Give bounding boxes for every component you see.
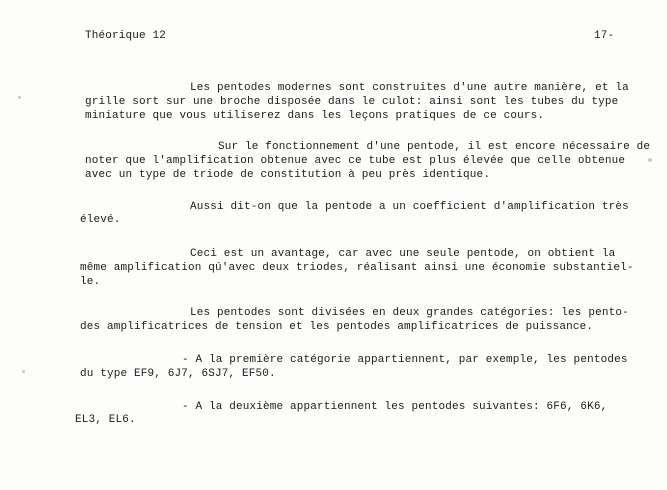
paragraph-line: Aussi dit-on que la pentode a un coefficient d'amplification très	[190, 201, 629, 213]
paragraph-line: EL3, EL6.	[75, 414, 136, 426]
paragraph-line: Les pentodes modernes sont construites d'une autre manière, et la	[190, 82, 629, 94]
paragraph-line: élevé.	[80, 214, 121, 226]
paragraph-line: du type EF9, 6J7, 6SJ7, EF50.	[80, 368, 276, 380]
paragraph-line: Sur le fonctionnement d'une pentode, il est encore nécessaire de	[218, 141, 651, 153]
paragraph-line: - A la première catégorie appartiennent, par exemple, les pentodes	[182, 354, 628, 366]
paragraph-line: - A la deuxième appartiennent les pentodes suivantes: 6F6, 6K6,	[182, 401, 608, 413]
paragraph-line: grille sort sur une broche disposée dans le culot: ainsi sont les tubes du type	[85, 96, 619, 108]
paper-speck	[18, 96, 21, 99]
paragraph-line: le.	[80, 276, 101, 288]
paragraph-line: Ceci est un avantage, car avec une seule pentode, on obtient la	[190, 248, 616, 260]
paragraph-line: même amplification qú'avec deux triodes, réalisant ainsi une économie substantiel-	[80, 262, 634, 274]
page-header-title: Théorique 12	[85, 30, 167, 42]
paper-speck	[648, 158, 652, 162]
paragraph-line: noter que l'amplification obtenue avec ce tube est plus élevée que celle obtenue	[85, 155, 626, 167]
page-number: 17-	[594, 30, 615, 42]
paragraph-line: des amplificatrices de tension et les pentodes amplificatrices de puissance.	[80, 321, 594, 333]
paragraph-line: Les pentodes sont divisées en deux grandes catégories: les pento-	[190, 307, 629, 319]
paragraph-line: miniature que vous utiliserez dans les leçons pratiques de ce cours.	[85, 110, 545, 122]
paragraph-line: avec un type de triode de constitution à peu près identique.	[85, 169, 491, 181]
paper-speck	[22, 370, 25, 373]
